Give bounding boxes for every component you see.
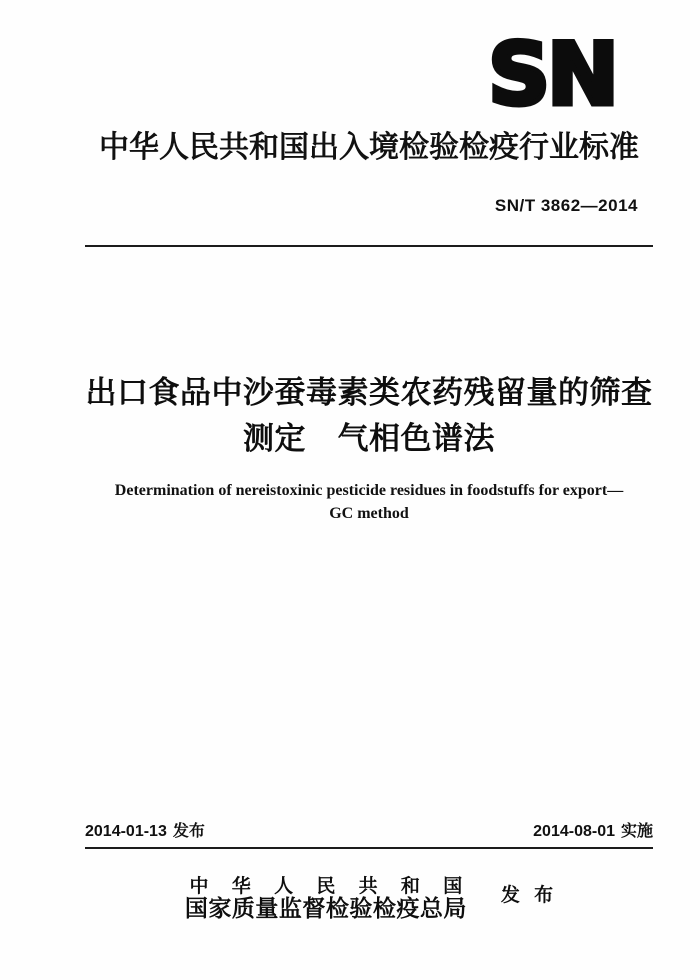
standard-title-en-line1: Determination of nereistoxinic pesticide residues in foodstuffs for export— [114, 482, 624, 499]
issue-date-value: 2014-01-13 [85, 823, 167, 840]
publisher-name-line1: 中 华 人 民 共 和 国 [189, 876, 463, 897]
header-rule [85, 245, 653, 247]
implementation-date-value: 2014-08-01 [533, 823, 615, 840]
publisher-name-line2: 国家质量监督检验检疫总局 [184, 895, 467, 921]
standard-title-en-line2: GC method [329, 505, 409, 522]
standard-title-zh [85, 370, 653, 462]
publish-label: 发 布 [500, 885, 554, 906]
issue-date [85, 822, 205, 842]
standard-title-en [85, 479, 653, 525]
publisher-name [185, 877, 467, 920]
standard-title-zh-line1: 出口食品中沙蚕毒素类农药残留量的筛查 [85, 375, 653, 410]
standard-type-heading: 中华人民共和国出入境检验检疫行业标准 [99, 131, 639, 164]
issue-date-label: 发布 [172, 823, 205, 840]
implementation-date-label: 实施 [620, 823, 653, 840]
standard-number: SN/T 3862—2014 [494, 196, 638, 215]
footer-rule [85, 847, 653, 849]
standard-title-zh-line2: 测定 气相色谱法 [243, 421, 495, 456]
sn-logo: SN [488, 25, 616, 125]
publisher-block [85, 877, 653, 920]
dates-row [85, 822, 653, 842]
implementation-date [533, 822, 653, 842]
